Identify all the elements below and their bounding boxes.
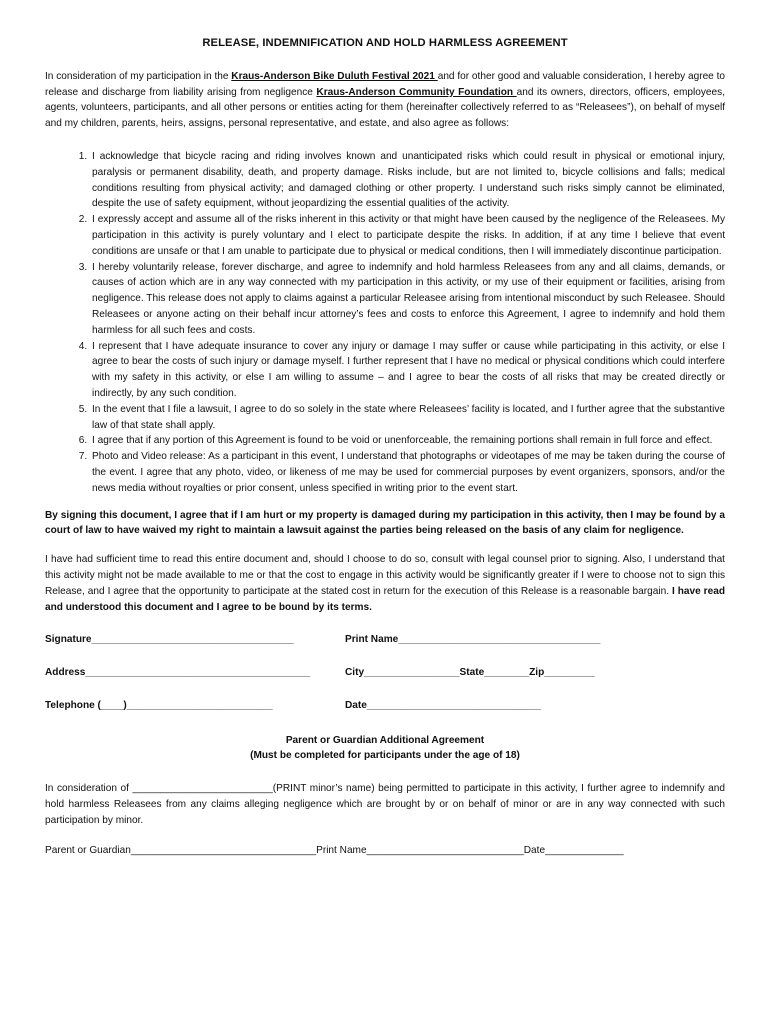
list-item: 6. I agree that if any portion of this Agreement is found to be void or unenforceable, the remaining portions shall remain in full force and effect. (90, 433, 725, 449)
city-state-zip-field[interactable]: City_________________State________Zip_________ (345, 667, 595, 679)
signature-row (45, 632, 725, 648)
intro-part2: and for other good and valuable consideration, I hereby agree to release and discharge from liability arising from negligence (45, 70, 726, 98)
intro-part1: In consideration of my participation in the (45, 70, 232, 82)
intro-paragraph (45, 69, 725, 132)
guardian-agreement-text: In consideration of _________________________(PRINT minor’s name) being permitted to participate in this activity, I further agree to indemnify and hold harmless Releasees from any claims alleging negligence which are brought by or on behalf of minor or are in any way connected with such participation by minor. (45, 783, 725, 826)
list-item: 5. In the event that I file a lawsuit, I agree to do so solely in the state where Releasees’ facility is located, and I further agree that the substantive law of that state shall apply. (90, 402, 725, 434)
print-name-field[interactable]: Print Name____________________________________ (345, 634, 601, 646)
acknowledgment-bold: I have read and understood this document and I agree to be bound by its terms. (45, 585, 725, 613)
telephone-row (45, 698, 725, 714)
document-title: RELEASE, INDEMNIFICATION AND HOLD HARMLESS AGREEMENT (202, 37, 568, 49)
intro-part3: and its owners, directors, officers, employees, agents, volunteers, participants, and all other persons or entities acting for them (hereinafter collectively referred to as “Releasees”), on behalf of myself and my children, parents, heirs, assigns, personal representative, and estate, and also agree as follows: (45, 86, 725, 130)
release-document (45, 36, 725, 858)
signature-field[interactable]: Signature____________________________________ (45, 634, 294, 646)
signing-statement: By signing this document, I agree that if I am hurt or my property is damaged during my participation in this activity, then I may be found by a court of law to have waived my right to maintain a lawsuit against the parties being released on the basis of any claim for negligence. (45, 509, 725, 537)
date-field[interactable]: Date_______________________________ (345, 699, 541, 711)
address-row (45, 665, 725, 681)
list-item: 3. I hereby voluntarily release, forever discharge, and agree to indemnify and hold harmless Releasees from any and all claims, demands, or causes of action which are in any way connected with my participation in this activity, or my use of their equipment or facilities, arising from negligence. This release does not apply to claims against a particular Releasee arising from intentional misconduct by such Releasee. Should Releasees or anyone acting on their behalf incur attorney’s fees and costs to enforce this Agreement, I agree to indemnify and hold them harmless for all such fees and costs. (90, 260, 725, 339)
guardian-signature-line[interactable]: Parent or Guardian_________________________________Print Name____________________________Date______________ (45, 844, 624, 856)
list-item: 2. I expressly accept and assume all of the risks inherent in this activity or that might have been caused by the negligence of the Releasees. My participation in this activity is purely voluntary and I elect to participate despite the risks. In addition, if at any time I believe that event conditions are unsafe or that I am unable to participate due to physical or medical conditions, then I will immediately discontinue participation. (90, 212, 725, 259)
telephone-field[interactable]: Telephone (____)__________________________ (45, 699, 273, 711)
event-name: Kraus-Anderson Bike Duluth Festival 2021 (231, 70, 438, 82)
list-item: 1. I acknowledge that bicycle racing and riding involves known and unanticipated risks which could result in physical or emotional injury, paralysis or permanent disability, death, and property damage. Risks include, but are not limited to, bicycle collisions and falls; medical conditions resulting from physical activity; and damaged clothing or other property. I understand such risks simply cannot be eliminated, despite the use of safety equipment, without jeopardizing the essential qualities of the activity. (90, 149, 725, 212)
acknowledgment-paragraph (45, 552, 725, 615)
list-item: 4. I represent that I have adequate insurance to cover any injury or damage I may suffer or cause while participating in this activity, or else I agree to bear the costs of such injury or damage myself. I further represent that I have no medical or physical conditions which could interfere with my safety in this activity, or else I am willing to assume – and I agree to bear the costs of all risks that may be created directly or indirectly, by any such condition. (90, 339, 725, 402)
guardian-subheading: (Must be completed for participants under the age of 18) (250, 750, 520, 762)
list-item: 7. Photo and Video release: As a participant in this event, I understand that photographs or videotapes of me may be taken during the course of the event. I agree that any photo, video, or likeness of me may be used for commercial purposes by event organizers, sponsors, and/or the news media without royalties or prior consent, unless specified in writing prior to the event start. (90, 449, 725, 496)
acknowledgment-text: I have had sufficient time to read this entire document and, should I choose to do so, consult with legal counsel prior to signing. Also, I understand that this activity might not be made available to me or that the cost to engage in this activity would be significantly greater if I were to choose not to sign this Release, and I agree that the opportunity to participate at the stated cost in return for the execution of this Release is a reasonable bargain. (45, 554, 725, 597)
address-field[interactable]: Address________________________________________ (45, 667, 310, 679)
guardian-heading: Parent or Guardian Additional Agreement (285, 734, 485, 746)
foundation-name: Kraus-Anderson Community Foundation (316, 86, 517, 98)
terms-list (45, 149, 725, 497)
